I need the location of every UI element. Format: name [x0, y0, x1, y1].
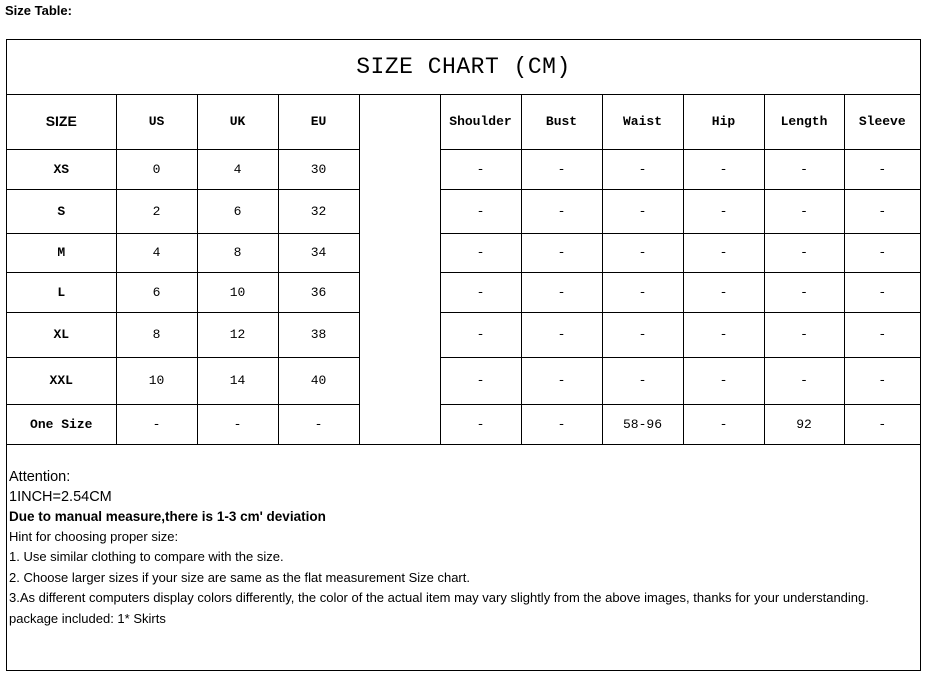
tip-item: 2. Choose larger sizes if your size are same as the flat measurement Size chart.: [9, 569, 470, 585]
cell-bust: -: [521, 149, 602, 189]
cell-hip: -: [683, 233, 764, 272]
cell-uk: 4: [197, 149, 278, 189]
cell-bust: -: [521, 404, 602, 444]
cell-sleeve: -: [844, 312, 920, 357]
cell-uk: 8: [197, 233, 278, 272]
cell-us: 8: [116, 312, 197, 357]
table-row: [7, 233, 920, 272]
cell-uk: 10: [197, 272, 278, 312]
cell-waist: -: [602, 357, 683, 404]
inch-conversion: 1INCH=2.54CM: [9, 488, 112, 505]
header-waist: Waist: [602, 94, 683, 149]
cell-waist: -: [602, 272, 683, 312]
cell-waist: -: [602, 149, 683, 189]
cell-bust: -: [521, 357, 602, 404]
table-row: [7, 189, 920, 233]
cell-eu: 38: [278, 312, 359, 357]
header-shoulder: Shoulder: [440, 94, 521, 149]
page-label: Size Table:: [5, 3, 72, 18]
cell-sleeve: -: [844, 149, 920, 189]
cell-hip: -: [683, 357, 764, 404]
cell-shoulder: -: [440, 233, 521, 272]
header-eu: EU: [278, 94, 359, 149]
header-bust: Bust: [521, 94, 602, 149]
cell-waist: 58-96: [602, 404, 683, 444]
cell-eu: 32: [278, 189, 359, 233]
table-row: [7, 404, 920, 444]
cell-hip: -: [683, 312, 764, 357]
tip-item: 3.As different computers display colors differently, the color of the actual item may vary slightly from the above images, thanks for your understanding.: [9, 590, 869, 605]
cell-waist: -: [602, 312, 683, 357]
size-chart: [6, 39, 921, 671]
cell-length: -: [764, 312, 844, 357]
cell-bust: -: [521, 272, 602, 312]
cell-uk: 14: [197, 357, 278, 404]
cell-shoulder: -: [440, 357, 521, 404]
hint-heading: Hint for choosing proper size:: [9, 529, 179, 544]
table-header-row: [7, 94, 920, 149]
cell-bust: -: [521, 233, 602, 272]
blank-cell: [359, 357, 440, 404]
notes-section: [9, 468, 914, 629]
cell-shoulder: -: [440, 189, 521, 233]
table-row: [7, 312, 920, 357]
cell-sleeve: -: [844, 357, 920, 404]
chart-title: SIZE CHART (CM): [7, 40, 920, 95]
blank-cell: [359, 233, 440, 272]
cell-us: 0: [116, 149, 197, 189]
cell-length: -: [764, 189, 844, 233]
cell-size: L: [7, 272, 116, 312]
cell-sleeve: -: [844, 272, 920, 312]
table-row: [7, 272, 920, 312]
cell-shoulder: -: [440, 404, 521, 444]
cell-eu: -: [278, 404, 359, 444]
cell-uk: 6: [197, 189, 278, 233]
cell-size: XXL: [7, 357, 116, 404]
table-row: [7, 149, 920, 189]
header-us: US: [116, 94, 197, 149]
cell-us: 6: [116, 272, 197, 312]
cell-length: -: [764, 357, 844, 404]
deviation-note: Due to manual measure,there is 1-3 cm' deviation: [9, 509, 326, 524]
cell-shoulder: -: [440, 272, 521, 312]
cell-length: -: [764, 149, 844, 189]
cell-bust: -: [521, 189, 602, 233]
cell-hip: -: [683, 272, 764, 312]
tip-item: 1. Use similar clothing to compare with the size.: [9, 549, 284, 564]
cell-eu: 40: [278, 357, 359, 404]
cell-waist: -: [602, 233, 683, 272]
cell-length: -: [764, 272, 844, 312]
cell-size: M: [7, 233, 116, 272]
header-size: SIZE: [7, 94, 116, 149]
cell-eu: 30: [278, 149, 359, 189]
package-note: package included: 1* Skirts: [9, 610, 166, 626]
cell-hip: -: [683, 404, 764, 444]
blank-cell: [359, 149, 440, 189]
cell-size: S: [7, 189, 116, 233]
cell-size: XS: [7, 149, 116, 189]
cell-bust: -: [521, 312, 602, 357]
blank-cell: [359, 189, 440, 233]
cell-waist: -: [602, 189, 683, 233]
table-row: [7, 357, 920, 404]
cell-us: 2: [116, 189, 197, 233]
blank-cell: [359, 404, 440, 444]
cell-size: One Size: [7, 404, 116, 444]
cell-eu: 36: [278, 272, 359, 312]
header-hip: Hip: [683, 94, 764, 149]
blank-cell: [359, 272, 440, 312]
size-table: [7, 94, 920, 445]
cell-hip: -: [683, 189, 764, 233]
cell-size: XL: [7, 312, 116, 357]
cell-eu: 34: [278, 233, 359, 272]
cell-length: 92: [764, 404, 844, 444]
cell-shoulder: -: [440, 149, 521, 189]
header-sleeve: Sleeve: [844, 94, 920, 149]
cell-sleeve: -: [844, 189, 920, 233]
cell-hip: -: [683, 149, 764, 189]
blank-cell: [359, 312, 440, 357]
cell-us: 10: [116, 357, 197, 404]
cell-uk: 12: [197, 312, 278, 357]
attention-heading: Attention:: [9, 469, 71, 485]
blank-column: [359, 94, 440, 149]
cell-us: 4: [116, 233, 197, 272]
cell-uk: -: [197, 404, 278, 444]
cell-sleeve: -: [844, 233, 920, 272]
cell-us: -: [116, 404, 197, 444]
cell-sleeve: -: [844, 404, 920, 444]
cell-length: -: [764, 233, 844, 272]
header-uk: UK: [197, 94, 278, 149]
cell-shoulder: -: [440, 312, 521, 357]
header-length: Length: [764, 94, 844, 149]
